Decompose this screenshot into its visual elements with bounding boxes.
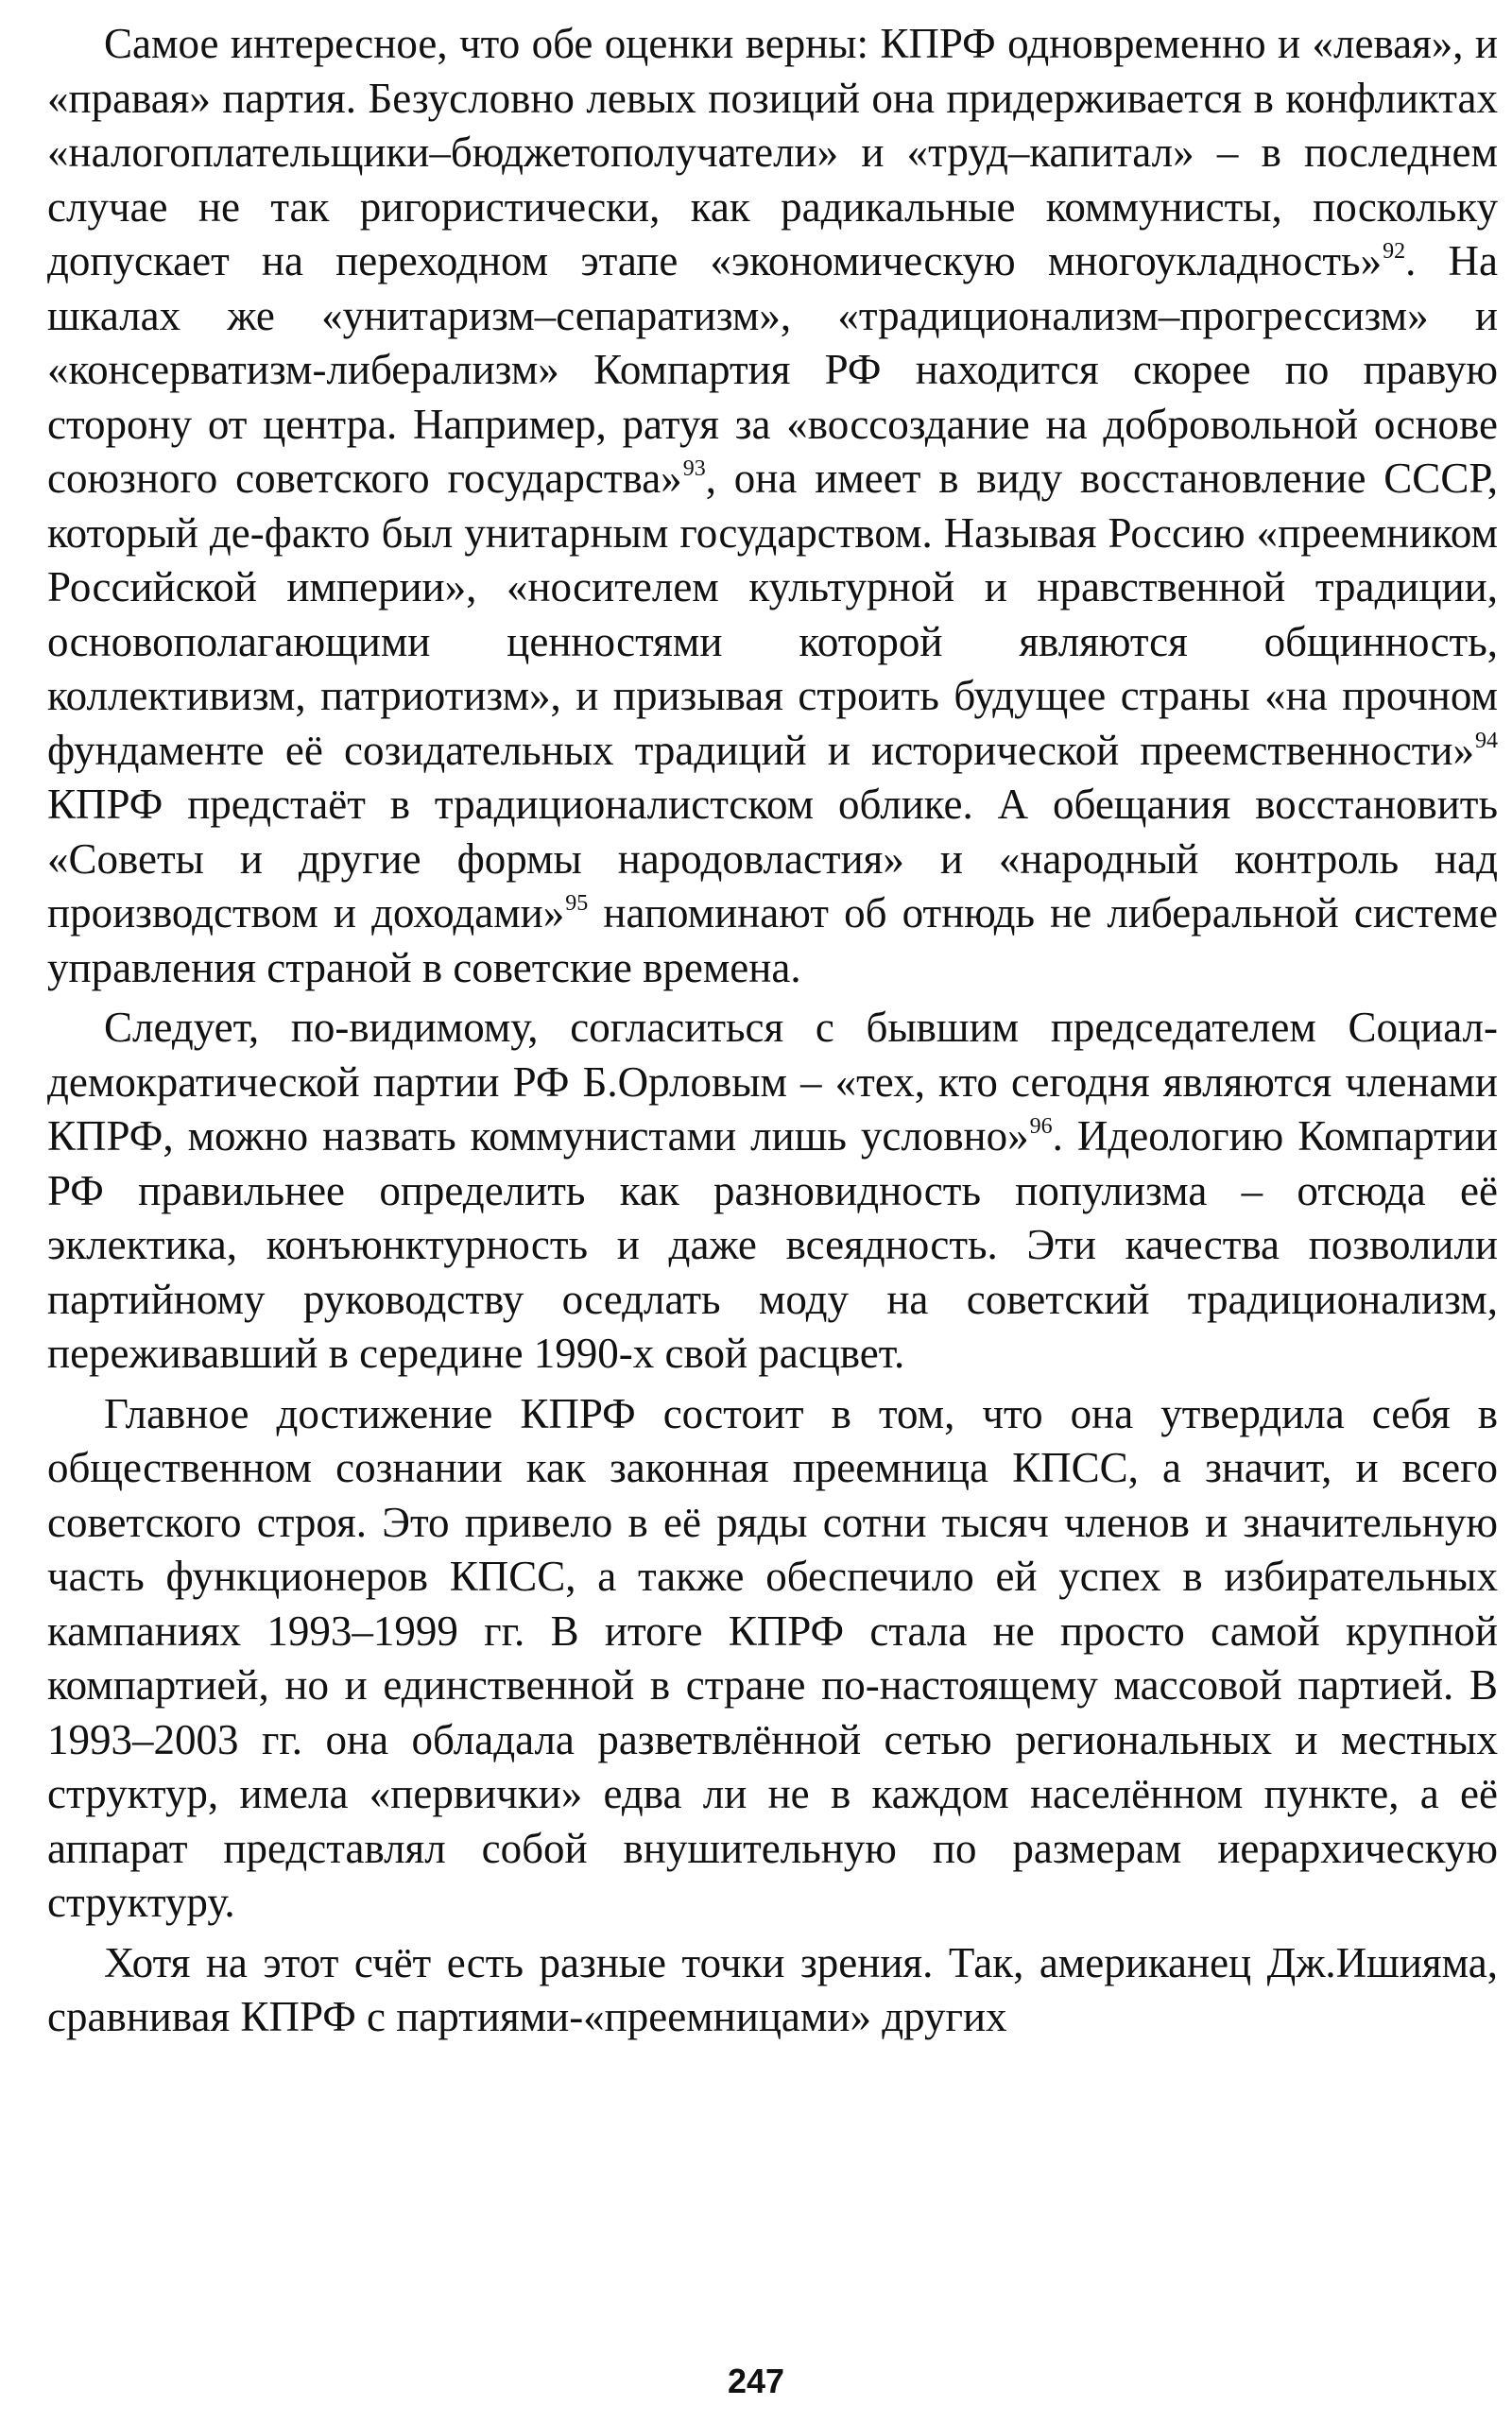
paragraph-2 [47,1001,1498,1382]
text-segment: Самое интересное, что обе оценки верны: КПРФ одновременно и «левая», и «правая» партия. Безусловно левых позиций она придерживается в конфликтах «налогоплательщики–бюджетополучатели» и «труд–капитал» – в последнем случае не так ригористически, как радикальные коммунисты, поскольку допускает на переходном этапе «экономическую многоукладность» [47,20,1498,284]
text-segment: Следует, по-видимому, согласиться с бывшим председателем Социал-демократической партии РФ Б.Орловым – «тех, кто сегодня являются членами КПРФ, можно назвать коммунистами лишь условно» [47,1004,1498,1160]
text-segment: . Идеологию Компартии РФ правильнее определить как разновидность популизма – отсюда её эклектика, конъюнктурность и даже всеядность. Эти качества позволили партийному руководству оседлать моду на советский традиционализм, переживавший в середине 1990-х свой расцвет. [47,1112,1498,1377]
footnote-ref-94[interactable]: 94 [1475,728,1498,753]
text-segment: , она имеет в виду восстановление СССР, который де-факто был унитарным государством. Называя Россию «преемником Российской империи», «носителем культурной и нравственной традиции, основополагающими ценностями которой являются общинность, коллективизм, патриотизм», и призывая строить будущее страны «на прочном фундаменте её созидательных традиций и исторической преемственности» [47,455,1498,774]
text-segment: КПРФ предстаёт в традиционалистском облике. А обещания восстановить «Советы и другие формы народовластия» и «народный контроль над производством и доходами» [47,781,1498,937]
page-body [47,17,1498,2323]
footnote-ref-92[interactable]: 92 [1383,239,1406,264]
page-number: 247 [727,2362,785,2400]
text-segment: Главное достижение КПРФ состоит в том, что она утвердила себя в общественном сознании как законная преемница КПСС, а значит, и всего советского строя. Это привело в её ряды сотни тысяч членов и значительную часть функционеров КПСС, а также обеспечило ей успех в избирательных кампаниях 1993–1999 гг. В итоге КПРФ стала не просто самой крупной компартией, но и единственной в стране по-настоящему массовой партией. В 1993–2003 гг. она обладала разветвлённой сетью региональных и местных структур, имела «первички» едва ли не в каждом населённом пункте, а её аппарат представлял собой внушительную по размерам иерархическую структуру. [47,1389,1498,1926]
footnote-ref-96[interactable]: 96 [1029,1114,1053,1139]
footnote-ref-93[interactable]: 93 [682,456,706,481]
paragraph-3 [47,1387,1498,1931]
paragraph-4 [47,1936,1498,2045]
footnote-ref-95[interactable]: 95 [565,891,589,916]
paragraph-1 [47,17,1498,995]
text-segment: напоминают об отнюдь не либеральной системе управления страной в советские времена. [47,889,1498,991]
text-segment: . На шкалах же «унитаризм–сепаратизм», «традиционализм–прогрессизм» и «консерватизм-либерализм» Компартия РФ находится скорее по правую сторону от центра. Например, ратуя за «воссоздание на добровольной основе союзного советского государства» [47,237,1498,502]
text-segment: Хотя на этот счёт есть разные точки зрения. Так, американец Дж.Ишияма, сравнивая КПРФ с партиями-«преемницами» других [47,1938,1498,2040]
